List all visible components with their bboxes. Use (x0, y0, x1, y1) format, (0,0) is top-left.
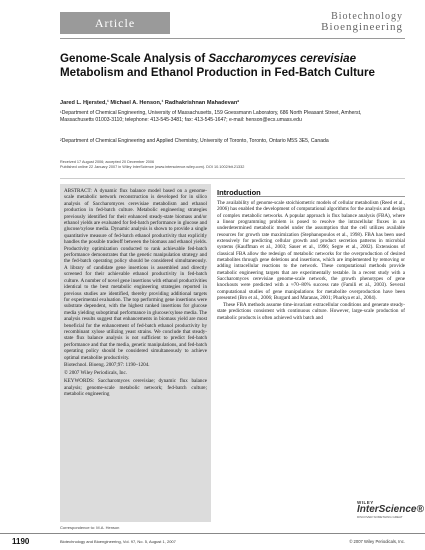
received-date: Received 17 August 2006; accepted 20 December 2006 (60, 160, 155, 164)
introduction-body (217, 200, 405, 321)
introduction-paragraph-1: The availability of genome-scale stoichiometric models of cellular metabolism (Reed et al., 2006) has enabled the development of computational algorithms for the analysis and design of complex metabolic networks. A popular approach is flux balance analysis (FBA), where a linear programming problem is posed to resolve the intracellular fluxes in an underdetermined metabolic model under the assumption that the cell utilizes available resources for growth rate maximization (Stephanopoulos et al., 1998). FBA has been used extensively for predicting cellular growth and product secretion patterns in microbial systems (Kauffman et al., 2003; Sauer et al., 1996; Segre et al., 2002). Extensions of classical FBA allow the redesign of metabolic networks for the overproduction of desired metabolites through gene deletions and insertions, which are implemented by removing or adding intracellular reactions to the network. These computational methods provide metabolic engineering targets that are experimentally testable. In a recent study with a Saccharomyces cerevisiae genome-scale network, the growth phenotypes of gene knockouts were predicted with a ≈70–80% success rate (Famili et al., 2003). Several computational studies of gene manipulations for metabolite overproduction have been presented (Bro et al., 2006; Burgard and Maranas, 2001; Pharkya et al., 2004). (217, 200, 405, 302)
journal-logo (321, 11, 403, 33)
published-online: Published online 22 January 2007 in Wiley InterScience (www.interscience.wiley.com). DOI 10.1002/bit.21332 (60, 165, 245, 170)
introduction-rule (217, 196, 405, 197)
logo-wiley: WILEY (357, 500, 374, 505)
footer-journal-citation: Biotechnology and Bioengineering, Vol. 97, No. 5, August 1, 2007 (60, 539, 176, 544)
dates-block (60, 160, 395, 170)
author-list: Jared L. Hjersted,¹ Michael A. Henson,¹ Radhakrishnan Mahadevan² (60, 100, 240, 106)
keywords: KEYWORDS: Saccharomyces cerevisiae; dynamic flux balance analysis; genome-scale metabolic network; fed-batch culture; metabolic engineering (64, 378, 207, 398)
affiliation-2: ²Department of Chemical Engineering and Applied Chemistry, University of Toronto, Toronto, Ontario M5S 3E5, Canada (60, 138, 329, 144)
abstract (64, 188, 207, 399)
footer-rule (0, 533, 425, 534)
abstract-body: ABSTRACT: A dynamic flux balance model based on a genome-scale metabolic network reconstruction is developed for in silico analysis of Saccharomyces cerevisiae metabolism and ethanol production in fed-batch culture. Metabolic engineering strategies previously identified for their enhanced steady-state biomass and/or ethanol yields are evaluated for fed-batch performance in glucose and glucose/xylose media. Dynamic analysis is shown to provide a single quantitative measure of fed-batch ethanol productivity that explicitly handles the possible tradeoff between the biomass and ethanol yields. Productivity optimization conducted to rank achievable fed-batch performance demonstrates that the genetic manipulation strategy and the fed-batch operating policy should be considered simultaneously. A library of candidate gene insertions is assembled and directly screened for their achievable ethanol productivity in fed-batch culture. A number of novel gene insertions with ethanol productivities identical to the best metabolic engineering strategies reported in previous studies are identified, thereby providing additional targets for experimental evaluation. The top performing gene insertions were substrate dependent, with the highest ranked insertions for glucose media yielding suboptimal performance in glucose/xylose media. The analysis results suggest that enhancements in biomass yield are most beneficial for the enhancement of fed-batch ethanol productivity by recombinant xylose utilizing yeast strains. We conclude that steady-state flux balance analysis is not sufficient to predict fed-batch performance and that the media, genetic manipulations, and fed-batch operating policy should be considered simultaneously to achieve optimal metabolite productivity. (64, 188, 207, 361)
footer-copyright: © 2007 Wiley Periodicals, Inc. (349, 539, 405, 544)
correspondence-note: Correspondence to: M.A. Henson (60, 525, 120, 530)
section-label: Article (60, 12, 170, 34)
logo-tagline: DISCOVER SOMETHING GREAT (357, 515, 403, 519)
introduction-paragraph-2: These FBA methods assume time-invariant extracellular conditions and generate steady-state predictions consistent with continuous culture. However, large-scale production of metabolic products is often achieved with batch and (217, 302, 405, 321)
journal-name-line2: Bioengineering (321, 21, 403, 33)
affiliation-1: ¹Department of Chemical Engineering, University of Massachusetts, 159 Goessmann Laboratory, 686 North Pleasant Street, Amherst, Massachusetts 01003-3110; telephone: 413-545-3481; fax: 413-545-1647; e-mail: henson@ecs.umass.edu (60, 110, 362, 123)
abstract-citation: Biotechnol. Bioeng. 2007;97: 1190–1204. (64, 362, 150, 369)
page-number: 1190 (12, 537, 30, 546)
header-rule (60, 38, 405, 39)
wiley-interscience-logo (357, 500, 424, 528)
logo-interscience: InterScience® (357, 504, 424, 515)
abstract-copyright: © 2007 Wiley Periodicals, Inc. (64, 370, 127, 377)
article-title: Genome-Scale Analysis of Saccharomyces cerevisiae Metabolism and Ethanol Production in Fed-Batch Culture (60, 52, 375, 79)
journal-name-line1: Biotechnology (331, 11, 403, 22)
section-heading-introduction: Introduction (217, 188, 261, 197)
divider (60, 178, 405, 179)
